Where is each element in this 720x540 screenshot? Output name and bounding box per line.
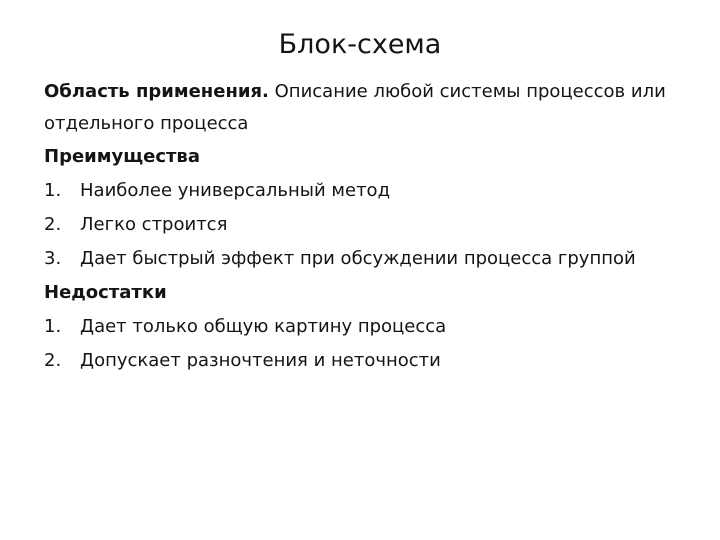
disadvantages-heading: Недостатки xyxy=(44,282,167,303)
scope-paragraph xyxy=(44,76,684,140)
list-item-text: Легко строится xyxy=(80,214,228,235)
slide-body xyxy=(44,76,684,378)
list-item-number: 3. xyxy=(44,248,62,269)
list-item-number: 2. xyxy=(44,350,62,371)
slide-title: Блок-схема xyxy=(278,29,442,60)
list-item-number: 1. xyxy=(44,316,62,337)
list-item xyxy=(44,344,684,378)
scope-label: Область применения. xyxy=(44,81,269,102)
disadvantages-list xyxy=(44,310,684,378)
list-item-number: 1. xyxy=(44,180,62,201)
list-item-text: Дает только общую картину процесса xyxy=(80,316,447,337)
list-item xyxy=(44,310,684,344)
advantages-heading: Преимущества xyxy=(44,146,200,167)
list-item xyxy=(44,208,684,242)
list-item-number: 2. xyxy=(44,214,62,235)
advantages-list xyxy=(44,174,684,276)
list-item xyxy=(44,174,684,208)
list-item-text: Наиболее универсальный метод xyxy=(80,180,391,201)
scope-text: Описание любой системы процессов или отдельного процесса xyxy=(44,81,666,134)
list-item xyxy=(44,242,684,276)
list-item-text: Допускает разночтения и неточности xyxy=(80,350,441,371)
list-item-text: Дает быстрый эффект при обсуждении процесса группой xyxy=(80,248,636,269)
